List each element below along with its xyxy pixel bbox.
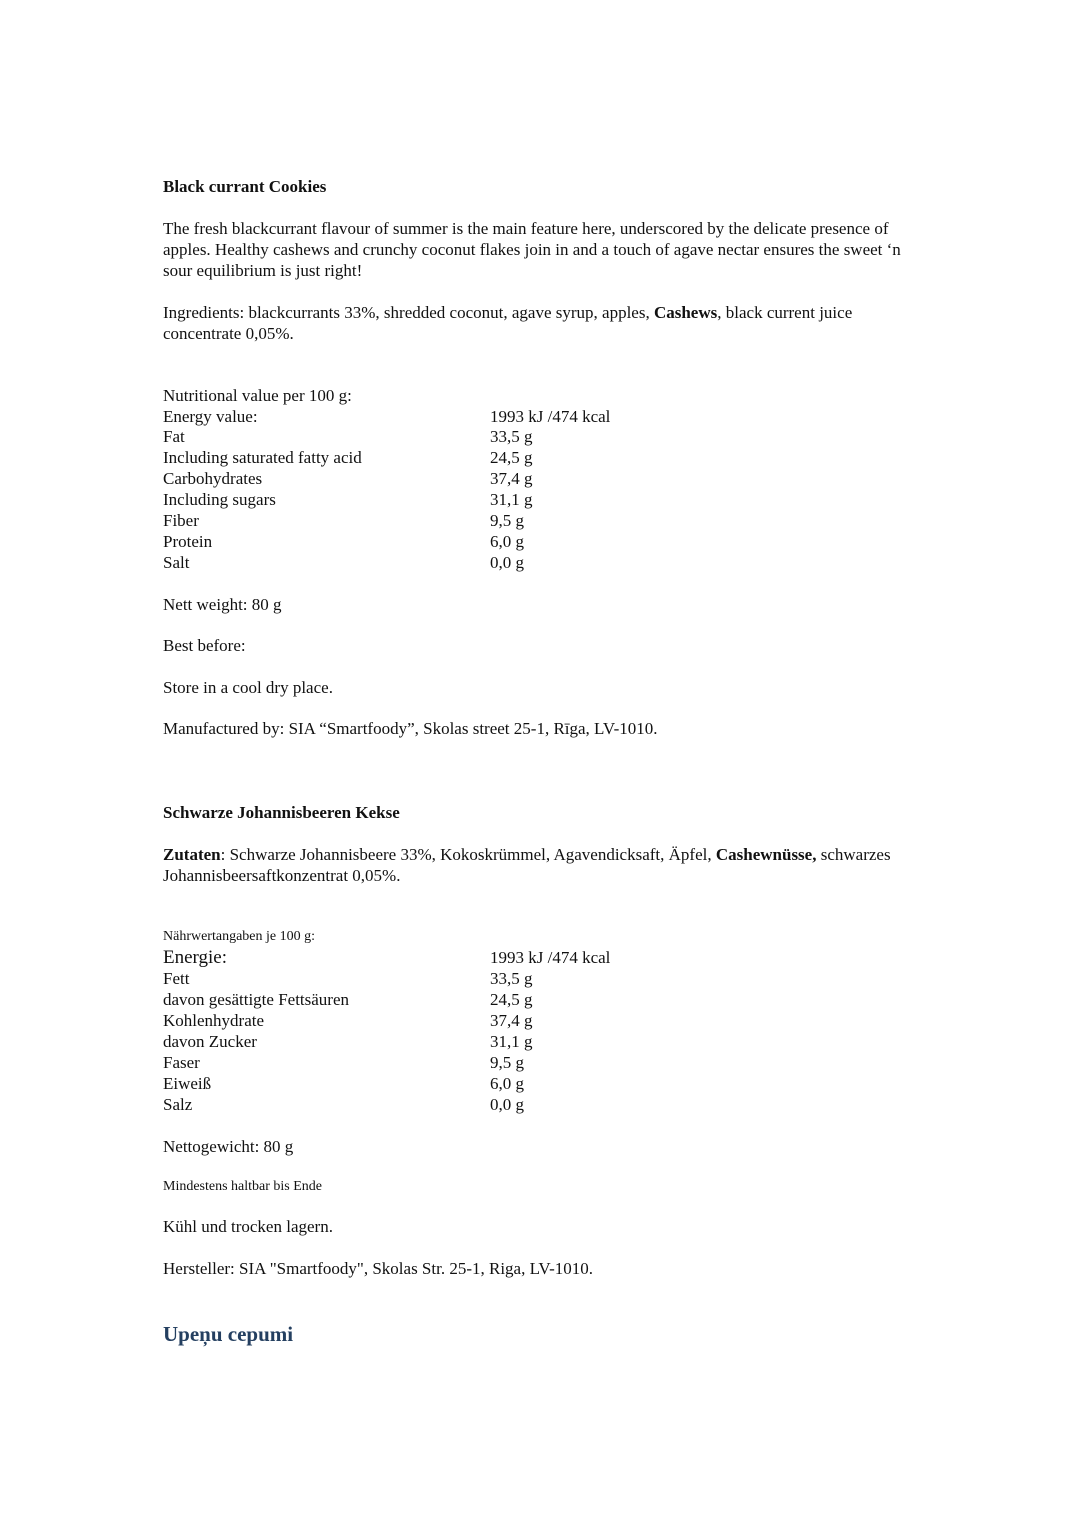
nutrition-label: Eiweiß	[163, 1074, 212, 1093]
en-title: Black currant Cookies	[163, 177, 327, 196]
de-nutrition-row	[163, 1010, 923, 1031]
nutrition-value: 0,0 g	[490, 1095, 524, 1114]
de-best-before: Mindestens haltbar bis Ende	[163, 1179, 323, 1194]
en-nutrition-row	[163, 489, 923, 510]
en-best-before: Best before:	[163, 636, 246, 655]
nutrition-value: 37,4 g	[490, 469, 533, 488]
nutrition-value: 0,0 g	[490, 553, 524, 572]
nutrition-label: Fiber	[163, 511, 199, 530]
de-manufacturer: Hersteller: SIA "Smartfoody", Skolas Str. 25-1, Riga, LV-1010.	[163, 1259, 594, 1278]
nutrition-label: Protein	[163, 532, 213, 551]
nutrition-label: Salt	[163, 553, 190, 572]
nutrition-value: 1993 kJ /474 kcal	[490, 948, 611, 967]
nutrition-label: Including saturated fatty acid	[163, 448, 362, 467]
de-nutrition-row	[163, 1031, 923, 1052]
nutrition-label: Carbohydrates	[163, 469, 263, 488]
de-ingredients	[163, 844, 908, 886]
en-manufacturer: Manufactured by: SIA “Smartfoody”, Skolas street 25-1, Rīga, LV-1010.	[163, 719, 658, 738]
de-net-weight: Nettogewicht: 80 g	[163, 1137, 294, 1156]
de-title: Schwarze Johannisbeeren Kekse	[163, 803, 400, 822]
de-nutrition-row	[163, 1094, 923, 1115]
nutrition-label: davon Zucker	[163, 1032, 257, 1051]
en-nutrition-heading: Nutritional value per 100 g:	[163, 386, 352, 405]
nutrition-value: 33,5 g	[490, 969, 533, 988]
en-nutrition-row	[163, 406, 923, 427]
en-nutrition-row	[163, 468, 923, 489]
nutrition-value: 1993 kJ /474 kcal	[490, 407, 611, 426]
de-nutrition-row	[163, 947, 923, 968]
en-nutrition-row	[163, 552, 923, 573]
nutrition-label: Kohlenhydrate	[163, 1011, 265, 1030]
en-ingredients-before: Ingredients: blackcurrants 33%, shredded coconut, agave syrup, apples,	[163, 303, 654, 322]
en-net-weight: Nett weight: 80 g	[163, 595, 282, 614]
lv-title: Upeņu cepumi	[163, 1322, 294, 1346]
en-storage: Store in a cool dry place.	[163, 678, 333, 697]
de-nutrition-row	[163, 1052, 923, 1073]
en-nutrition-row	[163, 531, 923, 552]
en-ingredients-bold: Cashews	[653, 303, 718, 322]
de-nutrition-row	[163, 989, 923, 1010]
nutrition-value: 31,1 g	[490, 490, 533, 509]
de-nutrition-row	[163, 968, 923, 989]
nutrition-value: 9,5 g	[490, 511, 524, 530]
nutrition-value: 37,4 g	[490, 1011, 533, 1030]
nutrition-value: 24,5 g	[490, 448, 533, 467]
nutrition-label: Salz	[163, 1095, 193, 1114]
de-nutrition-heading: Nährwertangaben je 100 g:	[163, 929, 315, 944]
nutrition-label: Faser	[163, 1053, 200, 1072]
en-nutrition-row	[163, 447, 923, 468]
de-ingredients-before: : Schwarze Johannisbeere 33%, Kokoskrümmel, Agavendicksaft, Äpfel,	[220, 845, 716, 864]
en-ingredients-after: , black current juice concentrate 0,05%.	[163, 303, 853, 343]
en-nutrition-row	[163, 426, 923, 447]
nutrition-label: Energy value:	[163, 407, 258, 426]
de-nutrition-row	[163, 1073, 923, 1094]
de-ingredients-label: Zutaten	[163, 845, 221, 864]
nutrition-value: 6,0 g	[490, 532, 524, 551]
nutrition-value: 33,5 g	[490, 427, 533, 446]
nutrition-value: 9,5 g	[490, 1053, 524, 1072]
nutrition-label: Fett	[163, 969, 190, 988]
en-description: The fresh blackcurrant flavour of summer is the main feature here, underscored by the delicate presence of apples. Healthy cashews and crunchy coconut flakes join in and a touch of agave nectar ensures the sweet ‘n sour equilibrium is just right!	[163, 219, 901, 280]
nutrition-label: Including sugars	[163, 490, 276, 509]
de-ingredients-after: schwarzes Johannisbeersaftkonzentrat 0,05%.	[163, 845, 891, 885]
nutrition-value: 31,1 g	[490, 1032, 533, 1051]
de-storage: Kühl und trocken lagern.	[163, 1217, 333, 1236]
en-ingredients	[163, 302, 908, 344]
de-ingredients-bold: Cashewnüsse,	[715, 845, 817, 864]
nutrition-label: Energie:	[163, 947, 228, 968]
nutrition-label: davon gesättigte Fettsäuren	[163, 990, 350, 1009]
nutrition-label: Fat	[163, 427, 185, 446]
nutrition-value: 24,5 g	[490, 990, 533, 1009]
en-nutrition-row	[163, 510, 923, 531]
nutrition-value: 6,0 g	[490, 1074, 524, 1093]
